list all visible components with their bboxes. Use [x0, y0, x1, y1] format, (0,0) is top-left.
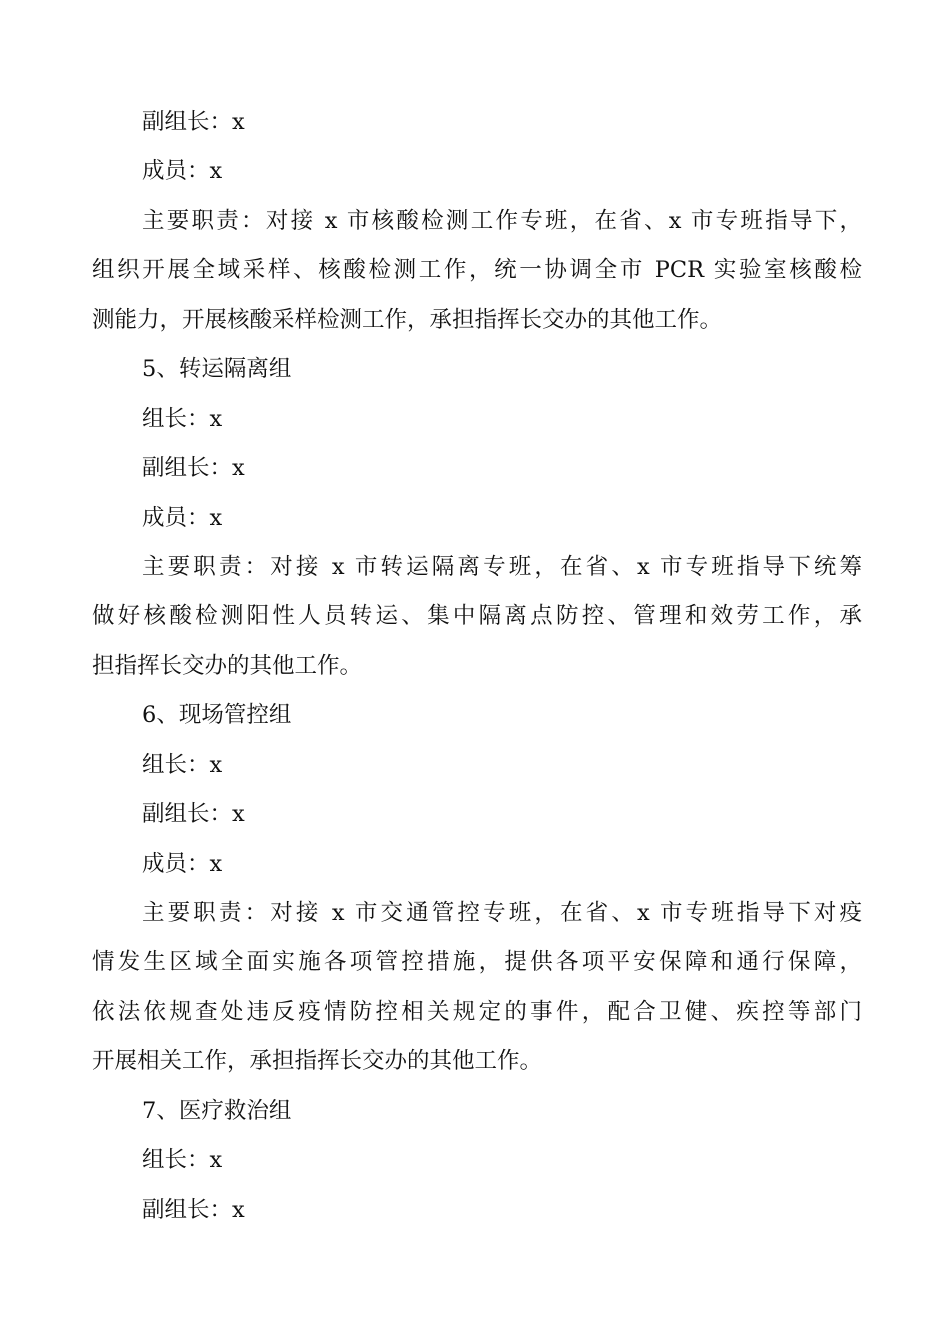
text-line: 副组长：x: [142, 455, 245, 481]
text-line: 副组长：x: [142, 1197, 245, 1223]
text-line: 成员：x: [142, 158, 223, 184]
text-line: 担指挥长交办的其他工作。: [92, 653, 363, 679]
text-line: 副组长：x: [142, 801, 245, 827]
text-line: 做好核酸检测阳性人员转运、集中隔离点防控、管理和效劳工作，承: [92, 603, 862, 629]
text-line: 副组长：x: [142, 109, 245, 135]
section-heading: 6、现场管控组: [142, 702, 292, 728]
text-line: 组长：x: [142, 1147, 223, 1173]
text-line: 成员：x: [142, 851, 223, 877]
section-heading: 7、医疗救治组: [142, 1098, 292, 1124]
text-line: 组长：x: [142, 752, 223, 778]
text-line: 主要职责：对接 x 市转运隔离专班，在省、x 市专班指导下统筹: [142, 554, 862, 580]
text-line: 情发生区域全面实施各项管控措施，提供各项平安保障和通行保障，: [92, 949, 862, 975]
text-line: 测能力，开展核酸采样检测工作，承担指挥长交办的其他工作。: [92, 307, 723, 333]
text-line: 开展相关工作，承担指挥长交办的其他工作。: [92, 1048, 543, 1074]
text-line: 主要职责：对接 x 市交通管控专班，在省、x 市专班指导下对疫: [142, 900, 862, 926]
text-line: 组织开展全域采样、核酸检测工作，统一协调全市 PCR 实验室核酸检: [92, 257, 862, 283]
text-line: 主要职责：对接 x 市核酸检测工作专班，在省、x 市专班指导下，: [142, 208, 862, 234]
text-line: 依法依规查处违反疫情防控相关规定的事件，配合卫健、疾控等部门: [92, 999, 862, 1025]
text-line: 组长：x: [142, 406, 223, 432]
text-line: 成员：x: [142, 505, 223, 531]
section-heading: 5、转运隔离组: [142, 356, 292, 382]
